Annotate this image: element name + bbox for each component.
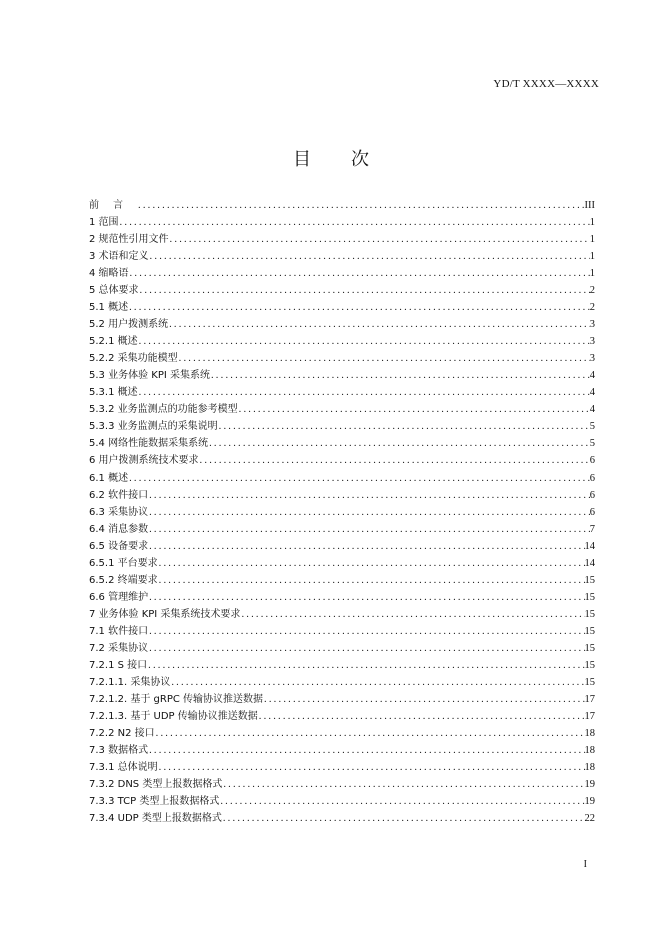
toc-entry-label: 5.1 概述 bbox=[89, 302, 129, 314]
toc-entry-page: 7 bbox=[589, 523, 595, 535]
toc-dot-leader bbox=[169, 231, 590, 248]
toc-entry-page: 6 bbox=[589, 455, 595, 467]
toc-entry-label: 6.5.1 平台要求 bbox=[89, 557, 158, 569]
toc-entry[interactable] bbox=[89, 674, 595, 691]
toc-dot-leader bbox=[218, 418, 590, 435]
toc-entry[interactable] bbox=[89, 538, 595, 555]
toc-entry[interactable] bbox=[89, 708, 595, 725]
toc-entry-label: 6.2 软件接口 bbox=[89, 489, 149, 501]
toc-entry[interactable] bbox=[89, 418, 595, 435]
toc-entry-page: 1 bbox=[589, 251, 595, 263]
toc-entry-label: 5.3.2 业务监测点的功能参考模型 bbox=[89, 404, 238, 416]
toc-entry[interactable] bbox=[89, 759, 595, 776]
toc-entry[interactable] bbox=[89, 742, 595, 759]
toc-title-char-2: 次 bbox=[351, 149, 369, 170]
toc-dot-leader bbox=[263, 691, 584, 708]
toc-entry[interactable] bbox=[89, 214, 595, 231]
toc-entry[interactable] bbox=[89, 589, 595, 606]
toc-dot-leader bbox=[158, 555, 585, 572]
toc-entry-label: 5.3 业务体验 KPI 采集系统 bbox=[89, 370, 210, 382]
toc-dot-leader bbox=[208, 435, 590, 452]
toc-entry-label: 7.3.1 总体说明 bbox=[89, 762, 158, 774]
toc-entry-label: 5.4 网络性能数据采集系统 bbox=[89, 438, 209, 450]
toc-entry-label: 1 范围 bbox=[89, 217, 119, 229]
toc-entry[interactable] bbox=[89, 231, 595, 248]
toc-entry[interactable] bbox=[89, 265, 595, 282]
toc-entry-label: 7 业务体验 KPI 采集系统技术要求 bbox=[89, 608, 241, 620]
toc-entry-label: 7.3.4 UDP 类型上报数据格式 bbox=[89, 813, 222, 825]
toc-entry-page: 4 bbox=[589, 387, 595, 399]
toc-entry-page: 6 bbox=[589, 489, 595, 501]
toc-dot-leader bbox=[119, 214, 590, 231]
toc-dot-leader bbox=[258, 708, 585, 725]
toc-dot-leader bbox=[199, 452, 590, 469]
toc-dot-leader bbox=[138, 384, 590, 401]
toc-entry-label: 7.2.2 N2 接口 bbox=[89, 727, 155, 739]
toc-entry[interactable] bbox=[89, 657, 595, 674]
toc-title bbox=[0, 145, 662, 171]
toc-entry-label: 6.6 管理维护 bbox=[89, 591, 149, 603]
toc-entry-label: 5.2.2 采集功能模型 bbox=[89, 353, 178, 365]
toc-title-char-1: 目 bbox=[293, 149, 311, 170]
toc-entry-page: 15 bbox=[584, 659, 595, 671]
toc-entry[interactable] bbox=[89, 333, 595, 350]
toc-dot-leader bbox=[168, 316, 590, 333]
toc-dot-leader bbox=[222, 810, 585, 827]
toc-entry[interactable] bbox=[89, 640, 595, 657]
toc-entry-page: 5 bbox=[589, 421, 595, 433]
toc-dot-leader bbox=[155, 725, 585, 742]
toc-entry[interactable] bbox=[89, 350, 595, 367]
toc-entry-label: 7.2.1 S 接口 bbox=[89, 659, 148, 671]
toc-entry-label: 6.5 设备要求 bbox=[89, 540, 149, 552]
toc-entry[interactable] bbox=[89, 299, 595, 316]
toc-entry[interactable] bbox=[89, 776, 595, 793]
toc-dot-leader bbox=[240, 606, 584, 623]
toc-dot-leader bbox=[147, 657, 584, 674]
toc-dot-leader bbox=[148, 640, 584, 657]
toc-entry-label: 6.3 采集协议 bbox=[89, 506, 149, 518]
toc-dot-leader bbox=[128, 299, 590, 316]
document-code: YD/T XXXX—XXXX bbox=[493, 78, 599, 90]
toc-entry[interactable] bbox=[89, 282, 595, 299]
toc-entry-label: 3 术语和定义 bbox=[89, 251, 149, 263]
toc-entry[interactable] bbox=[89, 555, 595, 572]
toc-entry-page: 15 bbox=[584, 591, 595, 603]
toc-entry-label: 5.3.3 业务监测点的采集说明 bbox=[89, 421, 218, 433]
toc-entry-page: 5 bbox=[589, 438, 595, 450]
toc-entry-label: 6.1 概述 bbox=[89, 472, 129, 484]
toc-entry-label: 7.2.1.3. 基于 UDP 传输协议推送数据 bbox=[89, 710, 258, 722]
toc-dot-leader bbox=[148, 589, 584, 606]
toc-entry-label: 前言 bbox=[89, 200, 137, 211]
toc-entry-page: 4 bbox=[589, 370, 595, 382]
toc-entry-page: 3 bbox=[589, 319, 595, 331]
toc-entry-label: 6.4 消息参数 bbox=[89, 523, 149, 535]
toc-entry-page: 17 bbox=[584, 693, 595, 705]
toc-dot-leader bbox=[210, 367, 590, 384]
toc-entry-page: 15 bbox=[584, 574, 595, 586]
toc-entry-label: 5.2.1 概述 bbox=[89, 336, 138, 348]
toc-entry-page: 2 bbox=[589, 302, 595, 314]
toc-entry[interactable] bbox=[89, 793, 595, 810]
toc-entry-label: 2 规范性引用文件 bbox=[89, 234, 169, 246]
toc-entry-label: 7.2.1.2. 基于 gRPC 传输协议推送数据 bbox=[89, 693, 264, 705]
toc-dot-leader bbox=[148, 742, 584, 759]
toc-entry-page: 2 bbox=[589, 285, 595, 297]
toc-entry-label: 5.2 用户拨测系统 bbox=[89, 319, 169, 331]
toc-entry-label: 4 缩略语 bbox=[89, 268, 129, 280]
page-number: I bbox=[583, 859, 587, 870]
toc-entry-label: 7.3.2 DNS 类型上报数据格式 bbox=[89, 779, 223, 791]
toc-entry-label: 7.3 数据格式 bbox=[89, 745, 149, 756]
toc-entry-label: 6.5.2 终端要求 bbox=[89, 574, 158, 586]
toc-entry[interactable] bbox=[89, 606, 595, 623]
toc-entry-page: 6 bbox=[589, 472, 595, 484]
toc-entry-label: 6 用户拨测系统技术要求 bbox=[89, 455, 199, 467]
toc-entry-page: 3 bbox=[589, 353, 595, 365]
toc-dot-leader bbox=[148, 623, 584, 640]
toc-entry[interactable] bbox=[89, 367, 595, 384]
toc-entry[interactable] bbox=[89, 725, 595, 742]
toc-dot-leader bbox=[178, 350, 590, 367]
toc-entry-page: 14 bbox=[584, 540, 595, 552]
toc-entry[interactable] bbox=[89, 623, 595, 640]
toc-dot-leader bbox=[137, 197, 585, 214]
toc-dot-leader bbox=[148, 538, 584, 555]
toc-entry-page: 15 bbox=[584, 608, 595, 620]
toc-entry-page: 1 bbox=[589, 234, 595, 246]
toc-dot-leader bbox=[219, 793, 584, 810]
toc-entry-label: 7.3.3 TCP 类型上报数据格式 bbox=[89, 796, 220, 808]
toc-dot-leader bbox=[238, 401, 590, 418]
toc-dot-leader bbox=[149, 248, 590, 265]
toc-entry-label: 5.3.1 概述 bbox=[89, 387, 138, 399]
toc-entry-page: 6 bbox=[589, 506, 595, 518]
toc-entry-page: 15 bbox=[584, 642, 595, 654]
toc-dot-leader bbox=[128, 470, 590, 487]
toc-entry-page: 18 bbox=[584, 727, 595, 739]
toc-dot-leader bbox=[148, 487, 590, 504]
toc-dot-leader bbox=[138, 333, 590, 350]
toc-entry[interactable] bbox=[89, 316, 595, 333]
toc-entry-page: 19 bbox=[584, 796, 595, 808]
toc-entry-label: 7.1 软件接口 bbox=[89, 625, 149, 637]
toc-dot-leader bbox=[222, 776, 584, 793]
toc-entry[interactable] bbox=[89, 572, 595, 589]
toc-entry[interactable] bbox=[89, 384, 595, 401]
toc-entry-page: 15 bbox=[584, 625, 595, 637]
toc-entry[interactable] bbox=[89, 452, 595, 469]
toc-entry-page: 17 bbox=[584, 710, 595, 722]
toc-entry-page: III bbox=[584, 200, 595, 211]
toc-entry[interactable] bbox=[89, 691, 595, 708]
toc-entry-page: 19 bbox=[584, 779, 595, 791]
toc-entry-page: 4 bbox=[589, 404, 595, 416]
toc-dot-leader bbox=[129, 265, 590, 282]
toc-entry[interactable] bbox=[89, 810, 595, 827]
toc-entry-page: 3 bbox=[589, 336, 595, 348]
toc-entry-page: 22 bbox=[584, 813, 595, 825]
toc-entry[interactable] bbox=[89, 435, 595, 452]
toc-entry-page: 18 bbox=[584, 745, 595, 756]
toc-entry[interactable] bbox=[89, 487, 595, 504]
toc-dot-leader bbox=[158, 759, 585, 776]
toc-entry[interactable] bbox=[89, 197, 595, 214]
toc-dot-leader bbox=[148, 521, 590, 538]
toc-entry-page: 15 bbox=[584, 676, 595, 688]
toc-dot-leader bbox=[139, 282, 590, 299]
toc-dot-leader bbox=[170, 674, 584, 691]
toc-entry-page: 14 bbox=[584, 557, 595, 569]
toc-entry[interactable] bbox=[89, 521, 595, 538]
toc-entry[interactable] bbox=[89, 248, 595, 265]
toc-list bbox=[89, 197, 595, 827]
toc-entry-page: 1 bbox=[589, 268, 595, 280]
toc-entry-label: 7.2.1.1. 采集协议 bbox=[89, 676, 171, 688]
toc-entry[interactable] bbox=[89, 401, 595, 418]
toc-entry-page: 1 bbox=[589, 217, 595, 229]
toc-entry-label: 7.2 采集协议 bbox=[89, 642, 149, 654]
toc-dot-leader bbox=[148, 504, 590, 521]
toc-entry[interactable] bbox=[89, 504, 595, 521]
toc-entry-label: 5 总体要求 bbox=[89, 285, 139, 297]
toc-entry-page: 18 bbox=[584, 762, 595, 774]
toc-entry[interactable] bbox=[89, 470, 595, 487]
toc-dot-leader bbox=[158, 572, 585, 589]
